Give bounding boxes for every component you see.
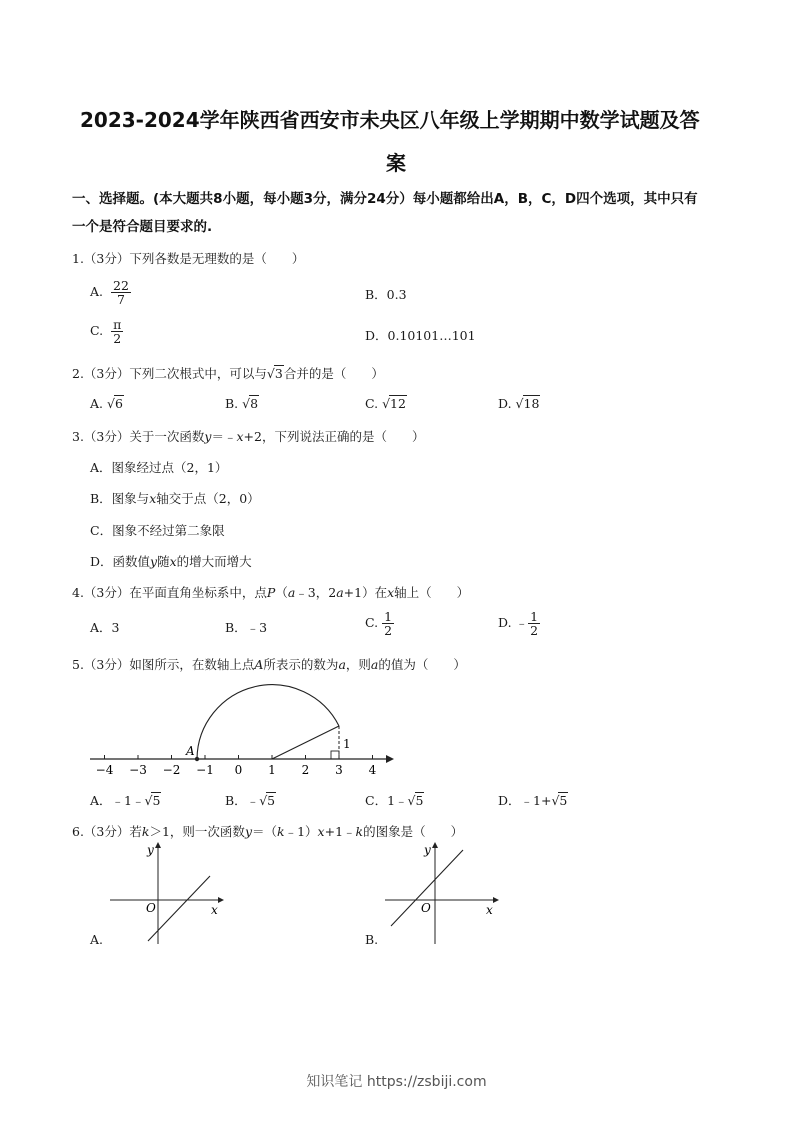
q3-stem-post: +2，下列说法正确的是（ ） (243, 429, 425, 444)
q1-c-den: 2 (113, 331, 122, 347)
q4-stem-p: P (266, 585, 276, 600)
hypotenuse (272, 726, 339, 759)
q5-stem-pre: 5.（3分）如图所示，在数轴上点 (72, 657, 255, 672)
q6-stem-x: x (317, 824, 325, 839)
q1-option-c (90, 318, 123, 345)
q5-option-a (90, 791, 161, 809)
q1-c-fraction (111, 318, 123, 345)
q3-d-post: 的增大而增大 (176, 554, 252, 569)
number-line-ticks (96, 755, 377, 777)
q4-option-d (498, 610, 540, 637)
origin-label: O (421, 901, 431, 915)
number-line-tick-label: −2 (162, 763, 181, 777)
q2-stem-post: 合并的是（ ） (283, 366, 384, 381)
q4-d-label: D. (498, 615, 512, 631)
q6-stem-k3: k (355, 824, 364, 839)
function-line (148, 876, 210, 941)
q6-stem-mid1: ＞1，则一次函数 (149, 824, 245, 839)
q3-d-var-y: y (150, 554, 158, 569)
q2-c-sqrt: √12 (382, 396, 406, 411)
q2-option-a (90, 396, 124, 411)
q2-d-sqrt: √18 (515, 396, 540, 411)
number-line-tick-label: 2 (301, 763, 310, 777)
number-line-tick-label: 3 (335, 763, 343, 777)
q3-b-pre: B．图象与 (90, 491, 150, 506)
q4-d-fraction (528, 610, 540, 637)
q1-option-a (90, 279, 131, 306)
q4-stem-a2: a (336, 585, 344, 600)
origin-label: O (146, 901, 156, 915)
section-heading-line2: 一个是符合题目要求的. (72, 219, 213, 235)
page-title-line1: 2023-2024学年陕西省西安市未央区八年级上学期期中数学试题及答 (80, 108, 700, 132)
q2-c-label: C. (365, 396, 379, 411)
q2-b-radicand: 8 (250, 396, 259, 411)
q3-option-d (90, 552, 252, 570)
q3-option-a: A．图象经过点（2，1） (90, 460, 228, 475)
q4-c-den: 2 (384, 623, 393, 639)
number-line-tick-label: 4 (368, 763, 377, 777)
q1-a-label: A. (90, 284, 104, 300)
q3-stem (72, 427, 424, 445)
q3-d-mid: 随 (157, 554, 170, 569)
q1-c-label: C. (90, 323, 104, 339)
q5-d-radicand: 5 (559, 793, 568, 808)
q5-number-line-figure (80, 678, 400, 780)
q1-a-num: 22 (113, 278, 129, 293)
q3-d-var-x: x (169, 554, 177, 569)
q2-a-label: A. (90, 396, 104, 411)
q2-stem-radicand: 3 (274, 366, 283, 381)
number-line-tick-label: 1 (268, 763, 276, 777)
q6-stem-k2: k (277, 824, 285, 839)
point-a-dot (195, 757, 199, 761)
q6-stem-y: y (244, 824, 252, 839)
q4-option-a: A．3 (90, 620, 120, 635)
q6-graph-a (108, 838, 228, 946)
q1-a-fraction (111, 279, 131, 306)
q4-stem-a1: a (287, 585, 296, 600)
q5-c-pre: C．1﹣ (365, 793, 408, 808)
q5-stem-A: A (254, 657, 264, 672)
q5-option-b (225, 791, 276, 809)
number-line-arrow-icon (386, 755, 394, 763)
q3-d-pre: D．函数值 (90, 554, 151, 569)
q4-option-c (365, 610, 394, 637)
q5-stem-a: a (338, 657, 346, 672)
q3-stem-var-y: y (204, 429, 212, 444)
q2-stem (72, 364, 384, 382)
q6-graph-b-label: B. (365, 932, 379, 947)
q5-a-sqrt: √5 (144, 793, 161, 808)
q2-a-sqrt: √6 (107, 396, 123, 411)
q6-stem-mid2: ＝（ (252, 824, 278, 839)
q1-option-b: B．0.3 (365, 287, 407, 302)
number-line-tick-label: 0 (234, 763, 243, 777)
q4-stem-x: x (387, 585, 395, 600)
number-line-tick-label: −4 (95, 763, 114, 777)
q4-stem-mid3: +1）在 (343, 585, 388, 600)
footer-watermark: 知识笔记 https://zsbiji.com (306, 1074, 487, 1090)
q5-stem-post: 的值为（ ） (378, 657, 466, 672)
q1-option-d: D．0.10101…101 (365, 328, 476, 343)
x-label: x (486, 903, 493, 917)
q5-a-radicand: 5 (152, 793, 161, 808)
q2-option-d (498, 396, 540, 411)
q5-option-c (365, 791, 424, 809)
y-label: y (424, 843, 431, 857)
q5-b-pre: B．﹣ (225, 793, 260, 808)
q2-option-c (365, 396, 407, 411)
q4-stem-post: 轴上（ ） (394, 585, 470, 600)
q2-a-radicand: 6 (114, 396, 123, 411)
q1-stem: 1.（3分）下列各数是无理数的是（ ） (72, 251, 305, 266)
q1-a-den: 7 (116, 292, 125, 308)
q4-stem (72, 583, 469, 601)
q3-b-var: x (149, 491, 157, 506)
y-arrow-icon (432, 842, 438, 848)
q5-b-sqrt: √5 (259, 793, 276, 808)
q4-d-num: 1 (530, 609, 539, 624)
section-heading-line1: 一、选择题。(本大题共8小题，每小题3分，满分24分）每小题都给出A，B，C，D四个选项，其中只有 (72, 191, 698, 207)
q3-stem-pre: 3.（3分）关于一次函数 (72, 429, 205, 444)
y-arrow-icon (155, 842, 161, 848)
q3-b-post: 轴交于点（2，0） (156, 491, 260, 506)
right-angle-mark (331, 751, 339, 759)
q5-stem-mid2: ，则 (345, 657, 371, 672)
x-arrow-icon (218, 897, 224, 903)
number-line-tick-label: −3 (129, 763, 147, 777)
q2-stem-sqrt: √3 (266, 366, 283, 381)
q2-option-b (225, 396, 259, 411)
q4-stem-mid2: ﹣3，2 (295, 585, 337, 600)
q3-stem-eq: ＝﹣ (211, 429, 237, 444)
q4-d-sign: ﹣ (515, 615, 529, 631)
q5-c-radicand: 5 (415, 793, 424, 808)
q2-b-label: B. (225, 396, 239, 411)
q3-stem-var-x: x (236, 429, 244, 444)
q5-stem-mid: 所表示的数为 (263, 657, 339, 672)
q2-d-label: D. (498, 396, 512, 411)
q6-stem-mid4: +1﹣ (324, 824, 356, 839)
q2-stem-pre: 2.（3分）下列二次根式中，可以与 (72, 366, 267, 381)
q6-graph-a-label: A. (90, 932, 104, 947)
q6-stem-mid3: ﹣1） (284, 824, 318, 839)
q5-a-pre: A．﹣1﹣ (90, 793, 145, 808)
page-title-line2: 案 (386, 151, 406, 175)
q6-stem-post: 的图象是（ ） (363, 824, 464, 839)
q5-stem (72, 655, 466, 673)
q6-graph-b (383, 838, 503, 946)
q6-stem-pre: 6.（3分）若 (72, 824, 142, 839)
q4-c-num: 1 (384, 609, 393, 624)
x-arrow-icon (493, 897, 499, 903)
q4-stem-pre: 4.（3分）在平面直角坐标系中，点 (72, 585, 267, 600)
x-label: x (211, 903, 218, 917)
q5-b-radicand: 5 (267, 793, 276, 808)
q5-d-sqrt: √5 (551, 793, 568, 808)
q4-d-den: 2 (530, 623, 539, 639)
q4-option-b: B．﹣3 (225, 620, 268, 635)
y-label: y (147, 843, 154, 857)
q1-c-num: π (113, 317, 122, 332)
arc (197, 685, 339, 759)
q3-option-b (90, 489, 260, 507)
q4-stem-mid1: （ (275, 585, 288, 600)
q4-c-label: C. (365, 615, 379, 631)
point-a-label: A (186, 744, 195, 758)
number-line-tick-label: −1 (196, 763, 214, 777)
q2-d-radicand: 18 (523, 396, 540, 411)
q5-d-pre: D．﹣1+ (498, 793, 552, 808)
q4-c-fraction (382, 610, 394, 637)
side-label: 1 (343, 737, 351, 751)
q2-b-sqrt: √8 (242, 396, 259, 411)
q3-option-c: C．图象不经过第二象限 (90, 523, 225, 538)
q5-stem-a2: a (370, 657, 379, 672)
q5-c-sqrt: √5 (407, 793, 424, 808)
q5-option-d (498, 791, 568, 809)
q6-stem-k: k (141, 824, 150, 839)
q2-c-radicand: 12 (390, 396, 406, 411)
